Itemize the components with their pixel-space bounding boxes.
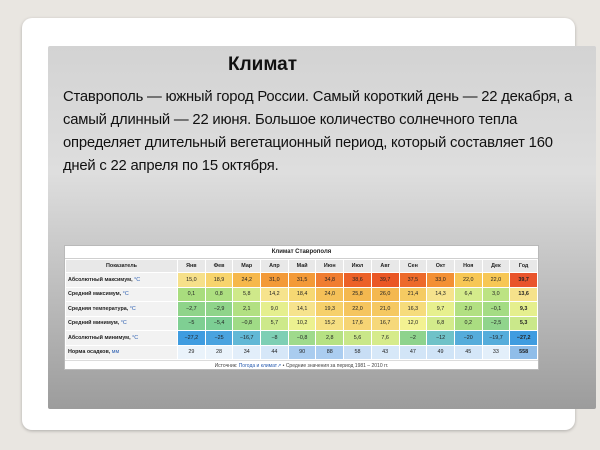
month-value-cell: −5 bbox=[178, 316, 206, 331]
month-value-cell: −0,8 bbox=[233, 316, 261, 331]
month-value-cell: −0,8 bbox=[288, 331, 316, 346]
row-label-unit-link[interactable]: мм bbox=[111, 349, 120, 356]
month-value-cell: 22,0 bbox=[344, 302, 372, 317]
table-header-indicator: Показатель bbox=[66, 260, 178, 273]
table-header-cell: Фев bbox=[205, 260, 233, 273]
year-value-cell: 558 bbox=[510, 345, 538, 360]
month-value-cell: 6,8 bbox=[427, 316, 455, 331]
month-value-cell: −2,9 bbox=[205, 302, 233, 317]
row-label-text: Абсолютный максимум, bbox=[68, 276, 135, 283]
row-label-unit-link[interactable]: °C bbox=[129, 305, 136, 312]
footer-prefix: Источник: bbox=[214, 363, 239, 369]
month-value-cell: 2,0 bbox=[454, 302, 482, 317]
month-value-cell: 47 bbox=[399, 345, 427, 360]
row-label-text: Абсолютный минимум, bbox=[68, 334, 133, 341]
row-label bbox=[66, 316, 178, 331]
month-value-cell: −27,2 bbox=[178, 331, 206, 346]
climate-table bbox=[65, 259, 538, 360]
month-value-cell: 10,2 bbox=[288, 316, 316, 331]
table-header-cell: Июн bbox=[316, 260, 344, 273]
row-label-text: Средний максимум, bbox=[68, 291, 123, 298]
table-header-cell: Май bbox=[288, 260, 316, 273]
month-value-cell: 18,9 bbox=[205, 273, 233, 288]
month-value-cell: 33,0 bbox=[427, 273, 455, 288]
row-label bbox=[66, 287, 178, 302]
month-value-cell: 31,5 bbox=[288, 273, 316, 288]
month-value-cell: 39,7 bbox=[371, 273, 399, 288]
table-row bbox=[66, 345, 538, 360]
table-footer bbox=[65, 360, 538, 371]
month-value-cell: 16,3 bbox=[399, 302, 427, 317]
table-row bbox=[66, 302, 538, 317]
row-label bbox=[66, 345, 178, 360]
climate-table-caption: Климат Ставрополя bbox=[65, 246, 538, 259]
month-value-cell: 21,0 bbox=[371, 302, 399, 317]
month-value-cell: 7,6 bbox=[371, 331, 399, 346]
row-label bbox=[66, 331, 178, 346]
month-value-cell: 2,1 bbox=[233, 302, 261, 317]
year-value-cell: 39,7 bbox=[510, 273, 538, 288]
year-value-cell: −27,2 bbox=[510, 331, 538, 346]
month-value-cell: 25,8 bbox=[344, 287, 372, 302]
table-header-cell: Июл bbox=[344, 260, 372, 273]
month-value-cell: 34 bbox=[233, 345, 261, 360]
month-value-cell: 43 bbox=[371, 345, 399, 360]
month-value-cell: 14,1 bbox=[288, 302, 316, 317]
month-value-cell: −8 bbox=[261, 331, 289, 346]
content-panel bbox=[48, 46, 596, 409]
table-row bbox=[66, 331, 538, 346]
month-value-cell: 5,7 bbox=[261, 316, 289, 331]
year-value-cell: 13,6 bbox=[510, 287, 538, 302]
month-value-cell: −2 bbox=[399, 331, 427, 346]
table-header-cell: Мар bbox=[233, 260, 261, 273]
month-value-cell: 88 bbox=[316, 345, 344, 360]
month-value-cell: 24,2 bbox=[233, 273, 261, 288]
month-value-cell: 16,7 bbox=[371, 316, 399, 331]
month-value-cell: −20 bbox=[454, 331, 482, 346]
month-value-cell: 15,0 bbox=[178, 273, 206, 288]
row-label-unit-link[interactable]: °C bbox=[134, 276, 141, 283]
month-value-cell: 29 bbox=[178, 345, 206, 360]
month-value-cell: 49 bbox=[427, 345, 455, 360]
row-label-unit-link[interactable]: °C bbox=[120, 320, 127, 327]
month-value-cell: −12 bbox=[427, 331, 455, 346]
month-value-cell: 90 bbox=[288, 345, 316, 360]
table-header-cell: Дек bbox=[482, 260, 510, 273]
row-label bbox=[66, 302, 178, 317]
month-value-cell: 28 bbox=[205, 345, 233, 360]
month-value-cell: 17,6 bbox=[344, 316, 372, 331]
slide-title: Климат bbox=[228, 54, 298, 75]
month-value-cell: 38,6 bbox=[344, 273, 372, 288]
month-value-cell: 9,7 bbox=[427, 302, 455, 317]
month-value-cell: 21,4 bbox=[399, 287, 427, 302]
year-value-cell: 5,3 bbox=[510, 316, 538, 331]
table-row bbox=[66, 273, 538, 288]
month-value-cell: 31,0 bbox=[261, 273, 289, 288]
table-body bbox=[66, 273, 538, 360]
month-value-cell: 22,0 bbox=[482, 273, 510, 288]
month-value-cell: 0,8 bbox=[205, 287, 233, 302]
row-label bbox=[66, 273, 178, 288]
month-value-cell: 12,0 bbox=[399, 316, 427, 331]
month-value-cell: 24,0 bbox=[316, 287, 344, 302]
table-header-cell: Авг bbox=[371, 260, 399, 273]
month-value-cell: 14,3 bbox=[427, 287, 455, 302]
external-link-icon: ↗ bbox=[277, 363, 282, 369]
table-header-cell: Окт bbox=[427, 260, 455, 273]
slide-paragraph: Ставрополь — южный город России. Самый короткий день — 22 декабря, а самый длинный — 22 июня. Большое количество солнечного тепла определяет длительный вегетационный период, который составляет 160 дней с 22 апреля по 15 октября. bbox=[63, 89, 573, 174]
footer-source-link[interactable]: Погода и климат bbox=[238, 363, 278, 369]
row-label-text: Средний минимум, bbox=[68, 320, 121, 327]
row-label-text: Норма осадков, bbox=[68, 349, 112, 356]
month-value-cell: 6,4 bbox=[454, 287, 482, 302]
month-value-cell: 44 bbox=[261, 345, 289, 360]
table-header-cell: Сен bbox=[399, 260, 427, 273]
month-value-cell: 33 bbox=[482, 345, 510, 360]
month-value-cell: 18,4 bbox=[288, 287, 316, 302]
row-label-unit-link[interactable]: °C bbox=[132, 334, 139, 341]
month-value-cell: 26,0 bbox=[371, 287, 399, 302]
month-value-cell: 5,8 bbox=[233, 287, 261, 302]
month-value-cell: −25 bbox=[205, 331, 233, 346]
month-value-cell: 5,6 bbox=[344, 331, 372, 346]
footer-note: • Средние значения за период 1981 – 2010 гг. bbox=[281, 363, 389, 369]
month-value-cell: 19,3 bbox=[316, 302, 344, 317]
month-value-cell: −5,4 bbox=[205, 316, 233, 331]
month-value-cell: 0,1 bbox=[178, 287, 206, 302]
month-value-cell: 15,2 bbox=[316, 316, 344, 331]
month-value-cell: 3,0 bbox=[482, 287, 510, 302]
month-value-cell: 34,8 bbox=[316, 273, 344, 288]
month-value-cell: 37,5 bbox=[399, 273, 427, 288]
table-row bbox=[66, 287, 538, 302]
month-value-cell: −2,7 bbox=[178, 302, 206, 317]
slide bbox=[22, 18, 575, 430]
table-header-cell: Год bbox=[510, 260, 538, 273]
month-value-cell: 22,0 bbox=[454, 273, 482, 288]
table-row bbox=[66, 316, 538, 331]
month-value-cell: −2,5 bbox=[482, 316, 510, 331]
month-value-cell: 2,8 bbox=[316, 331, 344, 346]
climate-table-card bbox=[64, 245, 539, 370]
month-value-cell: 14,2 bbox=[261, 287, 289, 302]
table-header-cell: Янв bbox=[178, 260, 206, 273]
month-value-cell: −19,7 bbox=[482, 331, 510, 346]
row-label-text: Средняя температура, bbox=[68, 305, 130, 312]
month-value-cell: 9,0 bbox=[261, 302, 289, 317]
row-label-unit-link[interactable]: °C bbox=[122, 291, 129, 298]
year-value-cell: 9,3 bbox=[510, 302, 538, 317]
table-header-row bbox=[66, 260, 538, 273]
month-value-cell: 0,2 bbox=[454, 316, 482, 331]
month-value-cell: −16,7 bbox=[233, 331, 261, 346]
table-header-cell: Апр bbox=[261, 260, 289, 273]
table-header-cell: Ноя bbox=[454, 260, 482, 273]
month-value-cell: 45 bbox=[454, 345, 482, 360]
month-value-cell: 58 bbox=[344, 345, 372, 360]
month-value-cell: −0,1 bbox=[482, 302, 510, 317]
